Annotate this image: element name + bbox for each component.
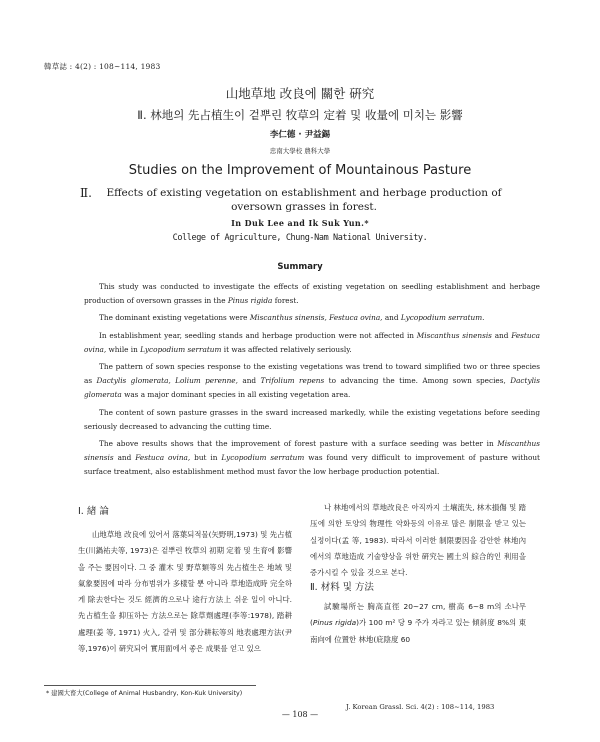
- english-sub-title-line2: oversown grasses in forest.: [231, 201, 377, 213]
- journal-citation: J. Korean Grassl. Sci. 4(2) : 108~114, 1983: [346, 703, 495, 711]
- korean-sub-title: Ⅱ. 林地의 先占植生이 겉뿌린 牧草의 定着 및 收量에 미치는 影響: [137, 108, 463, 122]
- intro-heading: Ⅰ. 緖 論: [78, 506, 109, 517]
- english-sub-title-line1: Effects of existing vegetation on establishment and herbage production of: [106, 187, 502, 199]
- summary-paragraph-5: The content of sown pasture grasses in the sward increased markedly, while the existing vegetations before seeding seriously decreased to advancing the cutting time.: [84, 407, 540, 431]
- methods-paragraph: 試驗場所는 胸高直徑 20~27 cm, 樹高 6~8 m의 소나무(Pinus rigida)가 100 m² 당 9 주가 자라고 있는 傾斜度 8%의 東南向에 位置한 林地(庇陰度 60: [310, 602, 526, 644]
- korean-main-title: 山地草地 改良에 關한 硏究: [225, 86, 375, 101]
- methods-body: [310, 599, 526, 648]
- summary-body: [84, 280, 540, 483]
- korean-authors: 李仁德 · 尹益錫: [269, 130, 331, 140]
- page-number: — 108 —: [281, 710, 319, 719]
- english-main-title: Studies on the Improvement of Mountainous Pasture: [128, 163, 472, 178]
- korean-affiliation: 忠南大學校 農科大學: [269, 147, 331, 155]
- journal-reference: 韓草誌 : 4(2) : 108~114, 1983: [44, 62, 161, 71]
- intro-body: [78, 527, 292, 657]
- right-column-body: [310, 500, 526, 581]
- intro-continuation: 나 林地에서의 草地改良은 아직까지 土壤流失, 林木損傷 및 踏压에 의한 토양의 物理性 악화등의 이유로 많은 制限을 받고 있는 실정이다(孟 等, 1983). 따라서 이러한 制限要因을 감안한 林地內에서의 草地造成 기술향상을 위한 硏究는 國土의 綜合的인 利用을 증가시킬 수 있을 것으로 본다.: [310, 503, 526, 578]
- footnote: * 建國大畜大(College of Animal Husbandry, Kon-Kuk University): [46, 690, 243, 697]
- english-sub-title-number: Ⅱ.: [80, 186, 92, 200]
- english-affiliation: College of Agriculture, Chung-Nam National University.: [172, 233, 428, 243]
- summary-paragraph-3: In establishment year, seedling stands and herbage production were not affected in Miscanthus sinensis and Festuca ovina, while in Lycopodium serratum it was affected relatively seriously.: [84, 330, 540, 354]
- summary-paragraph-1: This study was conducted to investigate the effects of existing vegetation on seedling establishment and herbage production of oversown grasses in the Pinus rigida forest.: [84, 282, 540, 306]
- summary-paragraph-4: The pattern of sown species response to the existing vegetations was trend to toward simplified two or three species as Dactylis glomerata, Lolium perenne, and Trifolium repens to advancing the time. Among sown species, Dactylis glomerata was a major dominant species in all existing vegetation area.: [84, 362, 540, 400]
- summary-paragraph-2: The dominant existing vegetations were Miscanthus sinensis, Festuca ovina, and Lycopodium serratum.: [99, 313, 485, 323]
- english-sub-title: [80, 186, 524, 214]
- intro-paragraph: 山地草地 改良에 있어서 落葉되적물(矢野明,1973) 및 先占植生(川鍋祐夫等, 1973)은 겉뿌린 牧草의 初期 定着 및 生育에 影響을 주는 要因이다. 그 중 灌木 및 野草類等의 先占植生은 地域 및 氣象要因에 따라 分布범위가 多樣할 뿐 아니라 草地造成時 完全하게 除去한다는 것도 經濟的으로나 途行方法上 쉬운 일이 아니다. 先占植生을 抑压하는 方法으로는 除草劑處理(李等:1978), 踏耕處理(姜 等, 1971) 火入, 갈퀴 및 部分耕耘等의 地表處理方法(尹等,1976)이 硏究되어 實用面에서 좋은 成果를 얻고 있으: [78, 530, 292, 654]
- english-authors: In Duk Lee and Ik Suk Yun.*: [231, 218, 369, 228]
- footnote-rule: [44, 685, 256, 686]
- summary-paragraph-6: The above results shows that the improvement of forest pasture with a surface seeding was better in Miscanthus sinensis and Festuca ovina, but in Lycopodium serratum was found very difficult to improvement of pasture without surface treatment, also establishment method must favor the low herbage production potential.: [84, 439, 540, 477]
- summary-heading: Summary: [277, 262, 323, 272]
- methods-heading: Ⅱ. 材料 및 方法: [310, 582, 374, 593]
